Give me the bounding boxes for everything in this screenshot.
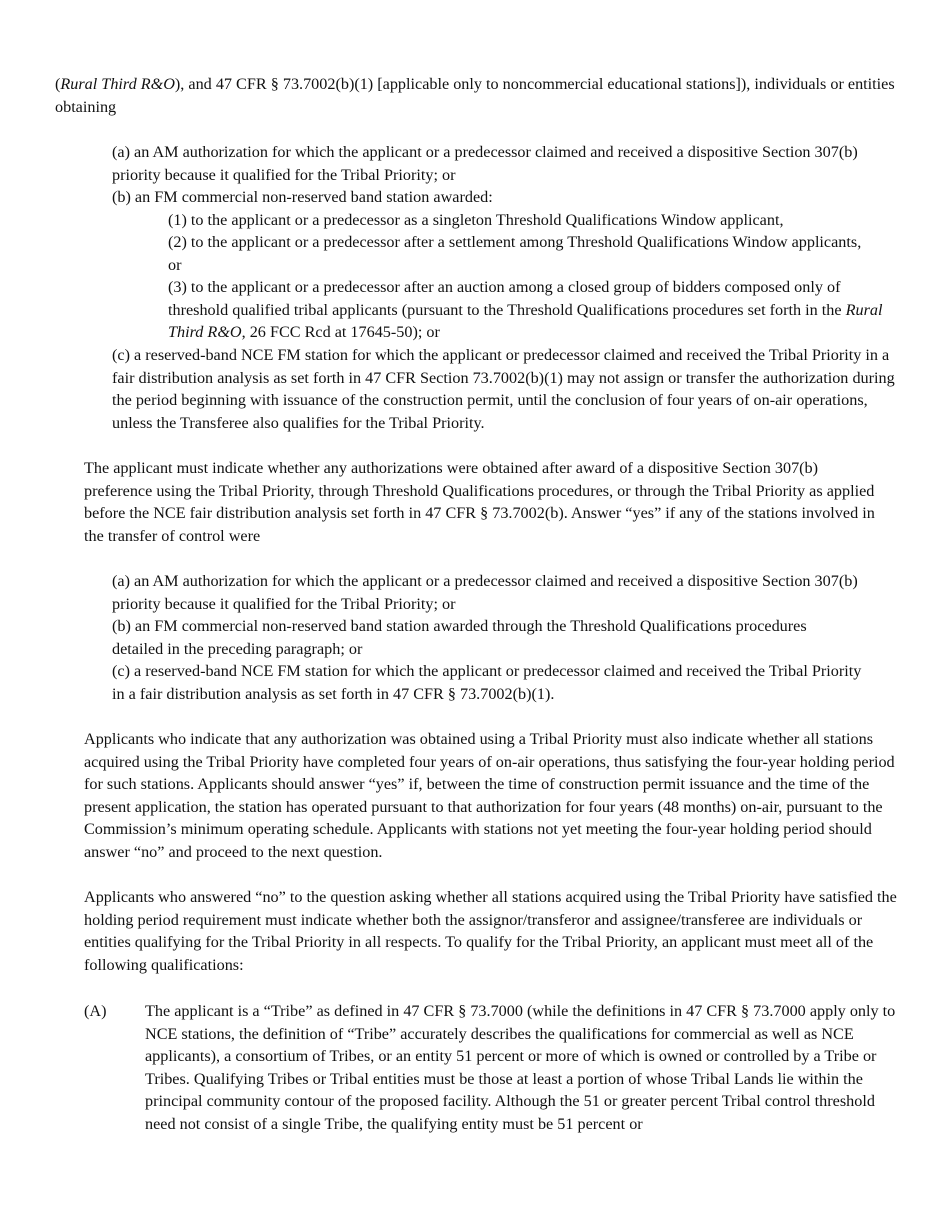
paragraph-holding-period: Applicants who indicate that any authorization was obtained using a Tribal Priority must also indicate whether all stations acquired using the Tribal Priority have completed four years of on-air operations, thus satisfying the four-year holding period for such stations. Applicants should answer “yes” if, between the time of construction permit issuance and the time of the present application, the station has operated pursuant to that authorization for four years (48 months) on-air, pursuant to the Commission’s minimum operating schedule. Applicants with stations not yet meeting the four-year holding period should answer “no” and proceed to the next question.	[84, 730, 895, 861]
qualification-a-label: (A)	[84, 1002, 107, 1020]
list2-item-b: (b) an FM commercial non-reserved band station awarded through the Threshold Qualifications procedures detailed in the preceding paragraph; or	[112, 617, 807, 658]
intro-paragraph	[55, 73, 905, 118]
list1-item-b2: (2) to the applicant or a predecessor after a settlement among Threshold Qualifications Window applicants, or	[168, 233, 862, 274]
list1-b3-tail: , 26 FCC Rcd at 17645-50); or	[241, 323, 440, 341]
paragraph-qualifications: Applicants who answered “no” to the question asking whether all stations acquired using the Tribal Priority have satisfied the holding period requirement must indicate whether both the assignor/transferor and assignee/transferee are individuals or entities qualifying for the Tribal Priority in all respects. To qualify for the Tribal Priority, an applicant must meet all of the following qualifications:	[84, 888, 897, 974]
intro-text: ), and 47 CFR § 73.7002(b)(1) [applicable only to noncommercial educational stations]), individuals or entities obtaining	[55, 75, 895, 116]
qualification-a-text: The applicant is a “Tribe” as defined in 47 CFR § 73.7000 (while the definitions in 47 CFR § 73.7000 apply only to NCE stations, the definition of “Tribe” accurately describes the qualifications for commercial as well as NCE applicants), a consortium of Tribes, or an entity 51 percent or more of which is owned or controlled by a Tribe or Tribes. Qualifying Tribes or Tribal entities must be those at least a portion of whose Tribal Lands lie within the principal community contour of the proposed facility. Although the 51 or greater percent Tribal control threshold need not consist of a single Tribe, the qualifying entity must be 51 percent or	[145, 1002, 896, 1133]
list1-item-c: (c) a reserved-band NCE FM station for which the applicant or predecessor claimed and received the Tribal Priority in a fair distribution analysis as set forth in 47 CFR Section 73.7002(b)(1) may not assign or transfer the authorization during the period beginning with issuance of the construction permit, until the conclusion of four years of on-air operations, unless the Transferee also qualifies for the Tribal Priority.	[112, 346, 895, 432]
list1-item-b3	[168, 276, 893, 344]
paragraph-authorizations: The applicant must indicate whether any authorizations were obtained after award of a dispositive Section 307(b) preference using the Tribal Priority, through Threshold Qualifications procedures, or through the Tribal Priority as applied before the NCE fair distribution analysis set forth in 47 CFR § 73.7002(b). Answer “yes” if any of the stations involved in the transfer of control were	[84, 459, 875, 545]
list2-item-a: (a) an AM authorization for which the applicant or a predecessor claimed and received a dispositive Section 307(b) priority because it qualified for the Tribal Priority; or	[112, 572, 858, 613]
list1-b3-text: (3) to the applicant or a predecessor after an auction among a closed group of bidders composed only of threshold qualified tribal applicants (pursuant to the Threshold Qualifications procedures set forth in the	[168, 278, 846, 319]
list1-item-b1: (1) to the applicant or a predecessor as a singleton Threshold Qualifications Window applicant,	[168, 211, 784, 229]
list1-b3-italic-ref: Rural Third R&O	[168, 300, 883, 341]
list2-item-c: (c) a reserved-band NCE FM station for which the applicant or predecessor claimed and received the Tribal Priority in a fair distribution analysis as set forth in 47 CFR § 73.7002(b)(1).	[112, 662, 862, 703]
list1-item-b: (b) an FM commercial non-reserved band station awarded:	[112, 188, 493, 206]
list1-item-a: (a) an AM authorization for which the applicant or a predecessor claimed and received a dispositive Section 307(b) priority because it qualified for the Tribal Priority; or	[112, 143, 858, 184]
intro-italic-ref: Rural Third R&O	[60, 75, 175, 93]
intro-paren: (	[55, 75, 61, 93]
